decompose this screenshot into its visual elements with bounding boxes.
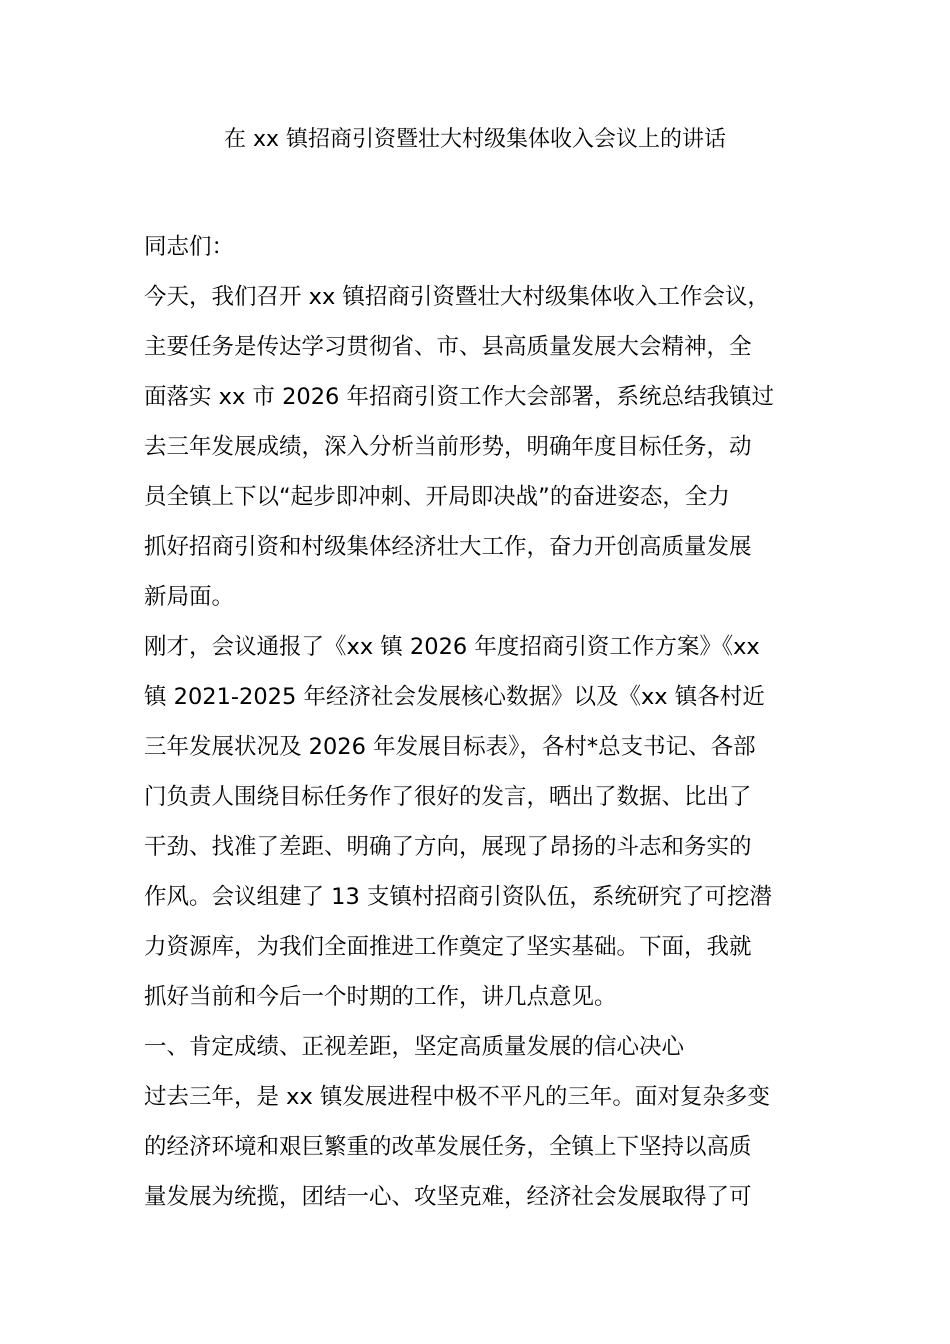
paragraph-line: 镇 2021-2025 年经济社会发展核心数据》以及《xx 镇各村近 bbox=[144, 684, 765, 710]
paragraph-line: 过去三年，是 xx 镇发展进程中极不平凡的三年。面对复杂多变 bbox=[144, 1084, 770, 1110]
section-heading: 一、肯定成绩、正视差距，坚定高质量发展的信心决心 bbox=[144, 1034, 685, 1060]
paragraph-line: 量发展为统揽，团结一心、攻坚克难，经济社会发展取得了可 bbox=[144, 1184, 752, 1210]
paragraph-line: 刚才，会议通报了《xx 镇 2026 年度招商引资工作方案》《xx bbox=[144, 634, 760, 660]
paragraph-line: 主要任务是传达学习贯彻省、市、县高质量发展大会精神，全 bbox=[144, 334, 752, 360]
salutation-line: 同志们： bbox=[144, 234, 235, 260]
paragraph-line: 今天，我们召开 xx 镇招商引资暨壮大村级集体收入工作会议， bbox=[144, 284, 770, 310]
paragraph-line: 作风。会议组建了 13 支镇村招商引资队伍，系统研究了可挖潜 bbox=[144, 884, 772, 910]
paragraph-line: 门负责人围绕目标任务作了很好的发言，晒出了数据、比出了 bbox=[144, 784, 752, 810]
paragraph-line: 抓好当前和今后一个时期的工作，讲几点意见。 bbox=[144, 984, 617, 1010]
paragraph-line: 去三年发展成绩，深入分析当前形势，明确年度目标任务，动 bbox=[144, 434, 752, 460]
document-body bbox=[144, 222, 824, 1222]
paragraph-line: 抓好招商引资和村级集体经济壮大工作，奋力开创高质量发展 bbox=[144, 534, 752, 560]
paragraph-line: 新局面。 bbox=[144, 584, 235, 610]
paragraph-line: 员全镇上下以“起步即冲刺、开局即决战”的奋进姿态，全力 bbox=[144, 484, 730, 510]
paragraph-line: 的经济环境和艰巨繁重的改革发展任务，全镇上下坚持以高质 bbox=[144, 1134, 752, 1160]
paragraph-line: 干劲、找准了差距、明确了方向，展现了昂扬的斗志和务实的 bbox=[144, 834, 752, 860]
paragraph-line: 面落实 xx 市 2026 年招商引资工作大会部署，系统总结我镇过 bbox=[144, 384, 775, 410]
paragraph-line: 力资源库，为我们全面推进工作奠定了坚实基础。下面，我就 bbox=[144, 934, 752, 960]
document-title: 在 xx 镇招商引资暨壮大村级集体收入会议上的讲话 bbox=[223, 127, 727, 152]
paragraph-line: 三年发展状况及 2026 年发展目标表》，各村*总支书记、各部 bbox=[144, 734, 756, 760]
